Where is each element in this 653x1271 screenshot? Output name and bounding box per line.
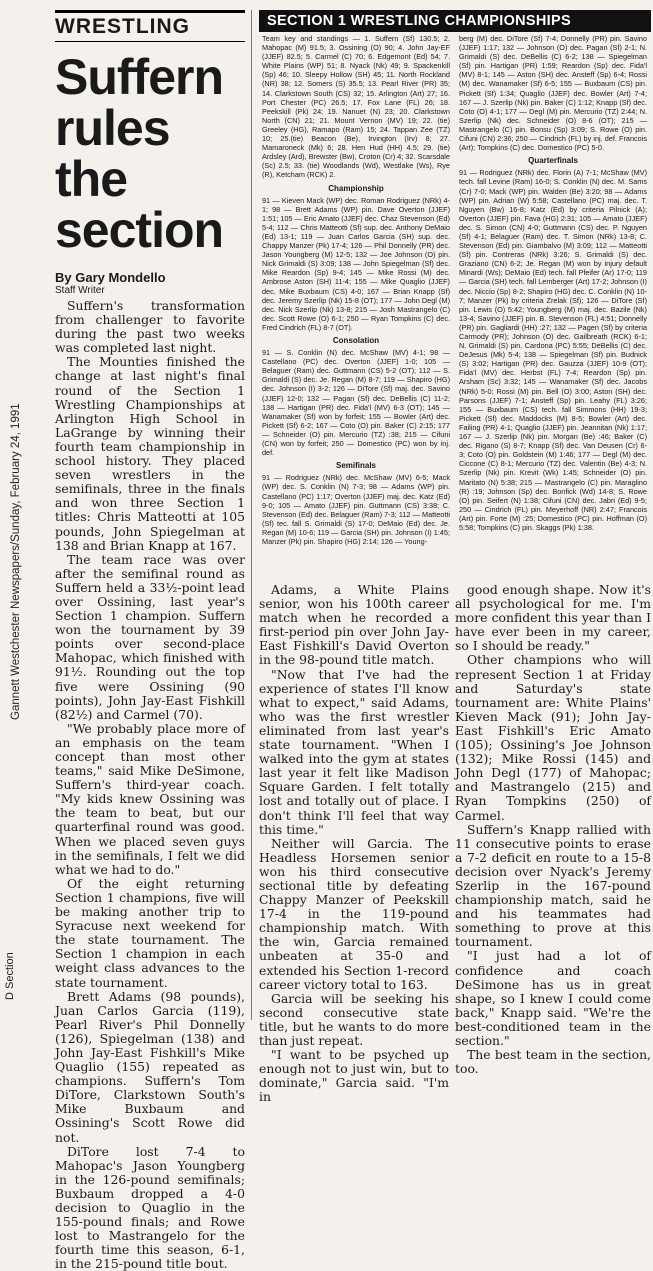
- article-continuation-left: [259, 582, 449, 1105]
- article-paragraph: The Mounties finished the change at last night's final round of the Section 1 Wrestling Championships at Arlington High School in LaGrange by winning their fourth team championship in school history. They placed seven wrestlers in the semifinals, three in the finals and won three Section 1 titles: Chris Matteotti at 105 pounds, John Spiegelman at 138 and Brian Knapp at 167.: [55, 354, 245, 553]
- kicker: WRESTLING: [55, 10, 245, 42]
- article-paragraph: The best team in the section, too.: [455, 1047, 651, 1077]
- results-banner: SECTION 1 WRESTLING CHAMPIONSHIPS: [259, 10, 651, 32]
- article-paragraph: good enough shape. Now it's all psychological for me. I'm more confident this year than I have ever been in my career, so I should be ready.": [455, 582, 651, 654]
- article-paragraph: Brett Adams (98 pounds), Juan Carlos Garcia (119), Pearl River's Phil Donnelly (126), Spiegelman (138) and John Jay-East Fishkill's Mike Quaglio (155) repeated as champions. Suffern's Tom DiTore, Clarkstown South's Mike Buxbaum and Ossining's Scott Rowe did not.: [55, 988, 245, 1145]
- article-paragraph: Adams, a White Plains senior, won his 100th career match when he recorded a first-period pin over John Jay-East Fishkill's David Overton in the 98-pound title match.: [259, 582, 449, 668]
- results-paragraph: berg (M) dec. DiTore (Sf) 7-4; Donnelly (PR) pin. Savino (JJEF) 1:17; 132 — Johnson (O) dec. Pagan (Sf) 2-1; N. Grimaldi (S) dec. DeBellis (C) 6-2; 138 — Spiegelman (Sf) pin. Hartigan (PR) 1:59; Reardon (Sp) dec. Fida'l (MV) 8-1; 145 — Aston (SH) dec. Ansteff (Sp) 6-4; Rossi (M) dec. Wanamaker (Sf) 6-5; 155 — Buxbaum (CS) pin. Pickett (Sf) 1:34; Quaglio (JJEF) dec. Bowler (Art) 7-4; 167 — J. Szerlip (Nk) pin. Baker (C) 1:12; Knapp (Sf) dec. Coto (O) 4-1; 177 — Degl (M) pin. Mercurio (TZ) 2:44; N. Szerlip (Nk) dec. Schneider (O) 8-6 (OT); 215 — Mastrangelo (C) pin. Bonsu (Sp) 3:09; S. Rowe (O) pin. Cifuni (CN) 2:36; 250 — Cindrich (FL) by inj. def. Francois (Art); Tompkins (C) dec. Domestico (PC) 5-0.: [459, 34, 647, 153]
- article-paragraph: Suffern's Knapp rallied with 11 consecutive points to erase a 7-2 deficit en route to a 15-8 decision over Nyack's Jeremy Szerlip in the 167-pound championship match, said he and his teammates had something to prove at this tournament.: [455, 821, 651, 950]
- headline: [55, 49, 245, 258]
- lead-column: [55, 10, 245, 1271]
- byline-role: Staff Writer: [55, 285, 105, 296]
- article-paragraph: Garcia will be seeking his second consecutive state title, but he wants to do more than just repeat.: [259, 990, 449, 1048]
- article-paragraph: Of the eight returning Section 1 champions, five will be making another trip to Syracuse next weekend for the state tournament. The Section 1 champion in each weight class advances to the state tournament.: [55, 875, 245, 990]
- column-divider: [251, 10, 252, 1020]
- byline: By Gary Mondello: [55, 270, 166, 285]
- article-paragraph: "I just had a lot of confidence and coach DeSimone has us in great shape, so I knew I could come back," Knapp said. "We're the best-conditioned team in the section.": [455, 948, 651, 1048]
- dateline-text: Gannett Westchester Newspapers/Sunday, February 24, 1991: [10, 403, 22, 720]
- article-paragraph: Neither will Garcia. The Headless Horsemen senior won his third consecutive sectional title by defeating Chappy Manzer of Peekskill 17-4 in the 119-pound championship match. With the win, Garcia remained unbeaten at 35-0 and extended his Section 1-record career victory total to 163.: [259, 835, 449, 992]
- article-paragraph: "I want to be psyched up enough not to just win, but to dominate," Garcia said. "I'm in: [259, 1047, 449, 1105]
- results-box: [259, 34, 651, 574]
- article-paragraph: "Now that I've had the experience of states I'll know what to expect," said Adams, who was the first wrestler eliminated from last year's state tournament. "When I walked into the gym at states last year it felt like Madison Square Garden. I felt totally lost and totally out of place. I don't think I'll feel that way this time.": [259, 666, 449, 837]
- results-paragraph: Team key and standings — 1. Suffern (Sf) 130.5; 2. Mahopac (M) 91.5; 3. Ossining (O) 90; 4. John Jay-EF (JJEF) 82.5; 5. Carmel (C) 70; 6. Edgemont (Ed) 54; 7. White Plains (WP) 51; 8. Nyack (Nk) 49; 9. Spackenkill (Sp) 46; 10. Sleepy Hollow (SH) 45; 11. North Rockland (NR) 38; 12. Somers (S) 35.5; 13. Pearl River (PR) 35; 14. Clarkstown South (CS) 32; 15. Arlington (Art) 27; 16. Port Chester (PC) 26.5; 17. Fox Lane (FL) 26; 18. Peekskill (Pk) 24; 19. Nanuet (N) 23; 20. Clarkstown North (CN) 21; 21. Mount Vernon (MV) 19; 22. (tie) Greeley (HG), Ramapo (Ram) 15; 24. Tappan Zee (TZ) 10; 25.(tie) Beacon (Be), Irvington (Irv) 8; 27. Mamaroneck (Mk) 6; 28. Hen Hud (HH) 4.5; 29. (tie) Ardsley (Ard), Brewster (Bw), Croton (Cr) 4; 32. Scarsdale (Sc) 2.5; 33. (tie) Woodlands (Wd), Westlake (Ws), Rye (R), Ketcham (RCK) 2.: [262, 34, 450, 180]
- headline-line: rules the: [55, 100, 170, 207]
- section-label: D Section: [4, 952, 16, 1000]
- article-body: [55, 299, 245, 1271]
- results-header: [259, 10, 651, 32]
- article-paragraph: Other champions who will represent Section 1 at Friday and Saturday's state tournament are: White Plains' Kieven Mack (91); John Jay-East Fishkill's Eric Amato (105); Ossining's Joe Johnson (132); Mike Rossi (145) and John Degl (177) of Mahopac; and Mastrangelo (215) and Ryan Tompkins (250) of Carmel.: [455, 652, 651, 823]
- results-paragraph: 91 — S. Conklin (N) dec. McShaw (MV) 4-1; 98 — Castellano (PC) dec. Overton (JJEF) 1-0; 105 — Belaguer (Ram) dec. Guttmann (CS) 5-2 (OT); 112 — S. Grimaldi (S) dec. Je. Regan (M) 8-7; 119 — Shapiro (HG) dec. Johnson (I) 3-2; 126 — DiTore (Sf) maj. dec. Savino (JJEF) 12-0; 132 — Pagan (Sf) dec. DeBellis (C) 11-2; 138 — Hartigan (PR) dec. Fida'l (MV) 6-3 (OT); 145 — Wanamaker (Sf) won by forfeit; 155 — Bowler (Art) dec. Pickett (Sf) 6-2; 167 — Coto (O) pin. Baker (C) 2:15; 177 — Schneider (O) pin. Mercurio (TZ) :38; 215 — Cifuni (CN) won by forfeit; 250 — Domestico (PC) won by inj. def.: [262, 348, 450, 458]
- page-margin-dateline: [10, 30, 30, 730]
- results-column-right: [459, 34, 647, 574]
- headline-line: Suffern: [55, 49, 223, 105]
- article-paragraph: The team race was over after the semifinal round as Suffern held a 33½-point lead over Ossining, last year's Section 1 champion. Suffern won the tournament by 39 points over second-place Mahopac, which finished with 91½. Rounding out the top five were Ossining (90 points), John Jay-East Fishkill (82½) and Carmel (70).: [55, 551, 245, 722]
- results-subhead: Consolation: [332, 336, 380, 345]
- article-continuation-right: [455, 582, 651, 1077]
- headline-line: section: [55, 202, 224, 258]
- article-paragraph: "We probably place more of an emphasis on the team concept than most other teams," said Mike DeSimone, Suffern's third-year coach. "My kids knew Ossining was the team to beat, but our quarterfinal round was good. When we placed seven guys in the semifinals, I felt we did what we had to do.": [55, 720, 245, 877]
- results-column-left: [262, 34, 450, 574]
- results-paragraph: 91 — Kieven Mack (WP) dec. Roman Rodriguez (NRk) 4-1; 98 — Brett Adams (WP) pin. Dave Overton (JJEF) 1:51; 105 — Eric Amato (JJEF) dec. Chaz Stevenson (Ed) 5-4; 112 — Chris Matteotti (Sf) sup. dec. Anthony DeMaio (Ed) 13-1; 119 — Juan Carlos Garcia (SH) sup. dec. Chappy Manzer (Pk) 17-4; 126 — Phil Donnelly (PR) dec. Jason Youngberg (M) 12-5; 132 — Joe Johnson (O) pin. Nick Grimaldi (S) 3:09; 138 — John Spiegelman (Sf) dec. Mike Reardon (Sp) 9-4; 145 — Mike Rossi (M) dec. Ambrose Aston (SH) 11-4; 155 — Mike Quaglio (JJEF) dec. Mike Buxbaum (CS) 4-0; 167 — Brian Knapp (Sf) dec. Jeremy Szerlip (Nk) 15-8 (OT); 177 — John Degl (M) dec. Nick Szerlip (Nk) 13-8; 215 — Josh Mastrangelo (C) dec. Scott Rowe (O) 6-1; 250 — Ryan Tompkins (C) dec. Fred Cindrich (FL) 8-7 (OT).: [262, 195, 450, 332]
- results-paragraph: 91 — Rodriguez (NRk) dec. McShaw (MV) 6-5; Mack (WP) dec. S. Conklin (N) 7-3; 98 — Adams (WP) pin. Castellano (PC) 1:17; Overton (JJEF) maj. dec. Katz (Ed) 9-0; 105 — Amato (JJEF) pin. Guttmann (CS) 3:38; C. Stevenson (Ed) dec. Belaguer (Ram) 7-3; 112 — Matteotti (Sf) tec. fall S. Grimaldi (S) 17-0; DeMaio (Ed) dec. Je. Regan (M) 10-6; 119 — Garcia (SH) pin. Johnson (I) 1:45; Manzer (Pk) pin. Shapiro (HG) 2:14; 126 — Young-: [262, 473, 450, 546]
- article-paragraph: Suffern's transformation from challenger to favorite during the past two weeks was completed last night.: [55, 298, 245, 356]
- results-paragraph: 91 — Rodriguez (NRk) dec. Florin (A) 7-1; McShaw (MV) tech. fall Levine (Ram) 16-0; S. Conklin (N) dec. M. Sams (Cr) 7-0; Mack (WP) pin. Walden (Be) 3:20; 98 — Adams (WP) pin. Adrian (W) 5:58; Castellano (PC) maj. dec. T. Nguyen (Bw) 16-8; Katz (Ed) by criteria Pilnick (A); Overton (JJEF) pin. Fava (HG) 2:31; 105 — Amato (JJEF) dec. S. Simon (CN) 4-0; Guttmann (CS) dec. P. Nguyen (Sf) 4-1; Belaguer (Ram) dec. T. Simon (NRk) 13-8; C. Stevenson (Ed) pin. Giambalvo (M) 3:09; 112 — Matteotti (Sf) pin. Contreras (NRk) 3:26; S. Grimaldi (S) dec. Graziano (CN) 6-2; Je. Regan (M) won by injury default Minardi (Ws); DeMaio (Ed) tech. fall Pfeifer (Ar) 17-0; 119 — Garcia (SH) tech. fall Lemberger (Art) 17-2; Johnson (I) dec. Niccio (Sp) 8-2; Shapiro (HG) dec. C. Conklin (N) 10-7; Manzer (Pk) by criteria Zrelak (Sf); 126 — DiTore (Sf) pin. Lewis (O) 5:42; Youngberg (M) maj. dec. Bazile (Nk) 13-4; Savino (JJEF) pin. B. Stevenson (FL) 4:51; Donnelly (PR) pin. Gagliardi (HH) :27; 132 — Pagen (Sf) by criteria Carmody (PR); Johnson (O) dec. Gailbreath (RCK) 6-1; N. Grimaldi (S) pin. Cardona (PC) 5:55; DeBellis (C) dec. DeJesus (Mk) 5-4; 138 — Spiegelman (Sf) pin. Budnick (S) 3:02; Hartigan (PR) dec. Gauzza (JJEF) 10-9 (OT); Fida'l (MV) dec. Herbst (FL) 7-4; Reardon (Sp) pin. Arsham (Sc) 3:32; 145 — Wanamaker (Sf) dec. Jacobs (NRk) 5-0; Rossi (M) pin. Bell (O) 3:00; Aston (SH) dec. Parsons (JJEF) 7-1; Ansteff (Sp) pin. Leahy (FL) 3:26; 155 — Buxbaum (CS) tech. fall Simmons (HH) 19-3; Pickett (Sf) dec. Maddocks (M) 8-5; Bowler (Art) dec. Failing (PR) 4-1; Quaglio (JJEF) pin. Jeannitan (Nk) 1:17; 167 — J. Szerlip (Nk) pin. Morgan (Be) :46; Baker (C) dec. Rigano (S) 8-7; Knapp (Sf) dec. Van Deusen (Cr) 6-3; Coto (O) pin. Goldstein (M) 1:46; 177 — Degl (M) dec. Ciccone (C) 8-1; Mercurio (TZ) dec. Valentin (Be) 4-3; N. Szerlip (Nk) pin. Krevit (Wk) 1:45; Schneider (O) pin. Maritato (N) 5:38; 215 — Mastrangelo (C) pin. Maraglino (R) :19; Johnson (Sp) dec. Bonfick (Wd) 14-8; S. Rowe (O) pin. Seifert (N) 1:38; Cifuni (CN) dec. Jabri (Ed) 9-5; 250 — Cindrich (FL) pin. Meyerhoff (NR) 2:47; Francois (Art) pin. Forte (M) :25; Domestico (PC) pin. Hoffman (O) 5:58; Tompkins (C) pin. Skaggs (Pk) 1:38.: [459, 168, 647, 532]
- article-paragraph: DiTore lost 7-4 to Mahopac's Jason Youngberg in the 126-pound semifinals; Buxbaum dropped a 4-0 decision to Quaglio in the 155-pound finals; and Rowe lost to Mastrangelo for the fourth time this season, 6-1, in the 215-pound title bout.: [55, 1143, 245, 1271]
- results-subhead: Championship: [328, 183, 384, 193]
- results-subhead: Quarterfinals: [528, 156, 578, 166]
- results-subhead: Semifinals: [335, 461, 376, 471]
